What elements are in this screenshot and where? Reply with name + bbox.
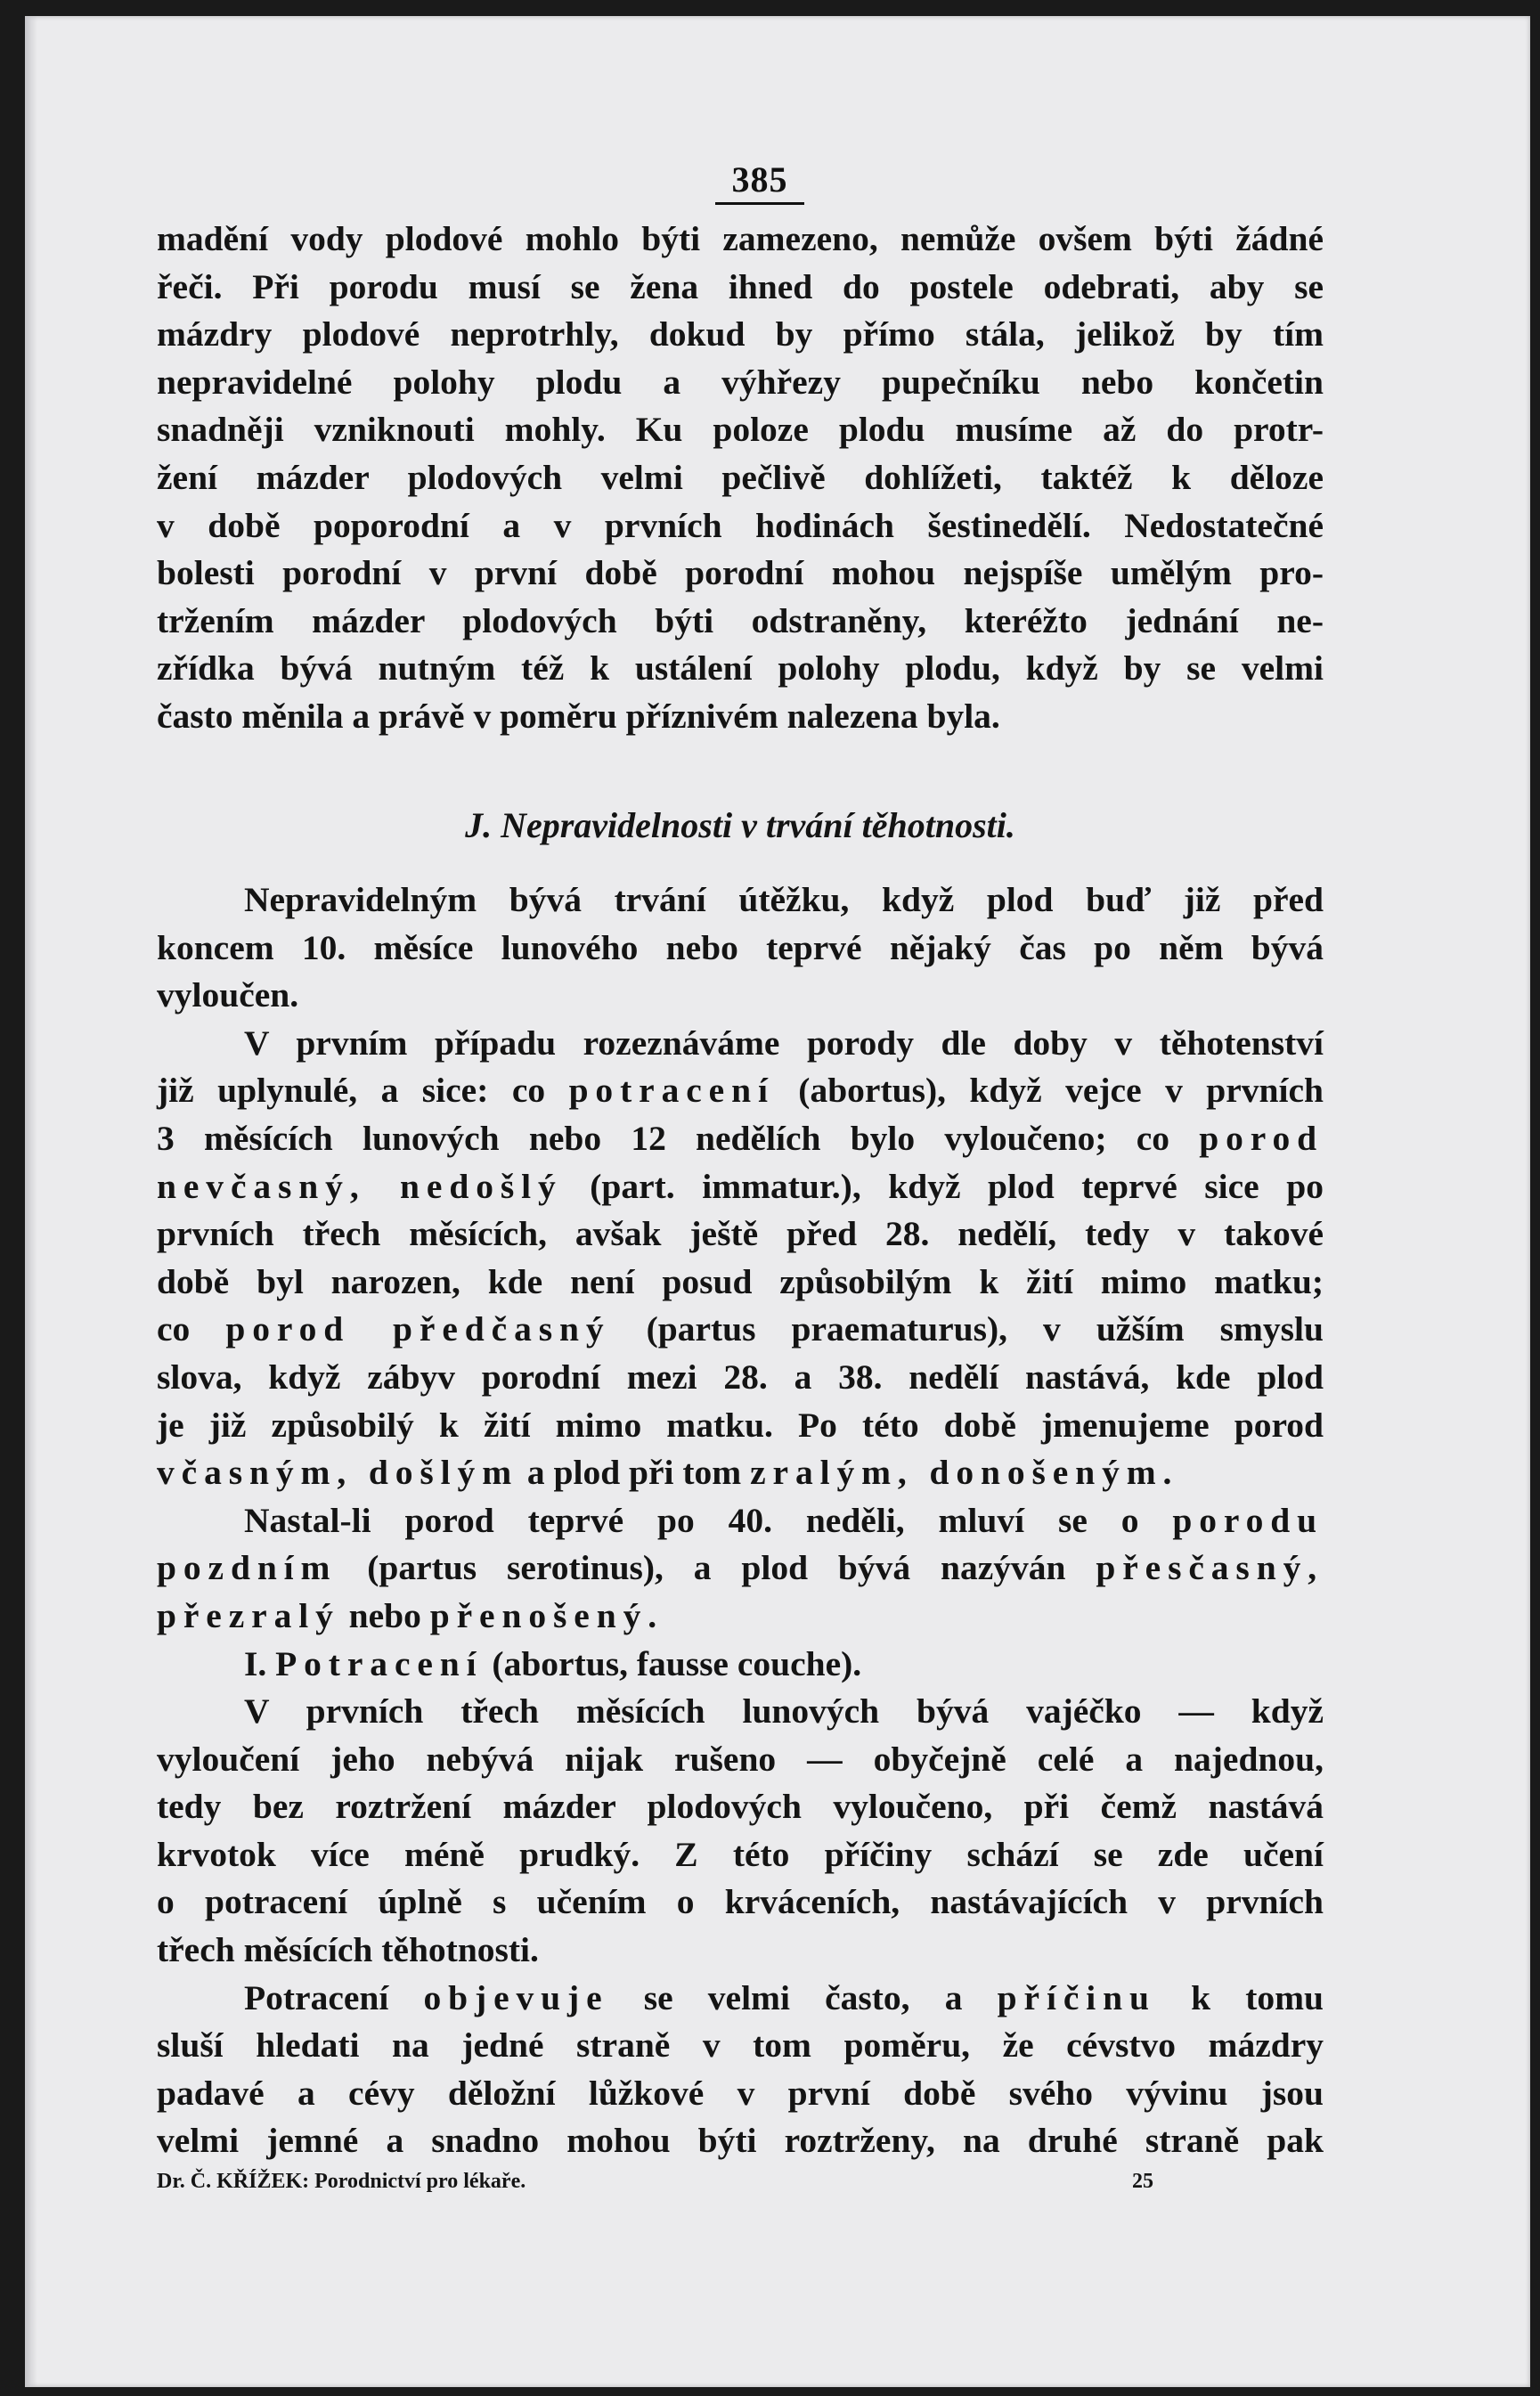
text-line: včasným, došlým a plod při tom zralým, donošeným. — [157, 1453, 1179, 1493]
text-line: řeči. Při porodu musí se žena ihned do postele odebrati, aby se — [157, 266, 1324, 306]
text-line: Nastal-li porod teprvé po 40. neděli, mluví se o porodu — [244, 1500, 1324, 1540]
text-line: Potracení objevuje se velmi často, a příčinu k tomu — [244, 1977, 1324, 2017]
text-line: žení mázder plodových velmi pečlivě dohlížeti, taktéž k děloze — [157, 457, 1324, 497]
text-line: nevčasný, nedošlý (part. immatur.), když plod teprvé sice po — [157, 1166, 1324, 1206]
text-line: době byl narozen, kde není posud způsobilým k žití mimo matku; — [157, 1261, 1324, 1301]
text-line: nepravidelné polohy plodu a výhřezy pupečníku nebo končetin — [157, 362, 1324, 402]
text-line: v době poporodní a v prvních hodinách šestinedělí. Nedostatečné — [157, 505, 1324, 545]
body-text — [157, 876, 1324, 2165]
top-paragraph — [157, 216, 1324, 741]
text-line: již uplynulé, a sice: co potracení (abortus), když vejce v prvních — [157, 1071, 1324, 1111]
text-line: pozdním (partus serotinus), a plod bývá nazýván přesčasný, — [157, 1548, 1324, 1588]
text-line: Nepravidelným bývá trvání útěžku, když plod buď již před — [244, 880, 1324, 919]
text-line: co porod předčasný (partus praematurus), v užším smyslu — [157, 1309, 1324, 1349]
text-line: vyloučen. — [157, 975, 299, 1015]
text-line: zřídka bývá nutným též k ustálení polohy plodu, když by se velmi — [157, 648, 1324, 689]
text-line: třech měsících těhotnosti. — [157, 1930, 539, 1970]
text-line: bolesti porodní v první době porodní mohou nejspíše umělým pro- — [157, 553, 1324, 593]
text-line: padavé a cévy děložní lůžkové v první době svého vývinu jsou — [157, 2073, 1324, 2113]
text-line: slova, když zábyv porodní mezi 28. a 38. nedělí nastává, kde plod — [157, 1357, 1324, 1397]
text-line: prvních třech měsících, avšak ještě před 28. nedělí, tedy v takové — [157, 1214, 1324, 1254]
text-line: je již způsobilý k žití mimo matku. Po této době jmenujeme porod — [157, 1405, 1324, 1445]
book-page — [25, 16, 1530, 2387]
text-line: velmi jemné a snadno mohou býti roztrženy, na druhé straně pak — [157, 2121, 1324, 2161]
text-line: 3 měsících lunových nebo 12 nedělích bylo vyloučeno; co porod — [157, 1118, 1324, 1158]
text-line: často měnila a právě v poměru příznivém nalezena byla. — [157, 696, 1000, 736]
page-number: 385 — [715, 159, 804, 205]
text-line: krvotok více méně prudký. Z této příčiny schází se zde učení — [157, 1834, 1324, 1874]
text-line: mázdry plodové neprotrhly, dokud by přímo stála, jelikož by tím — [157, 314, 1324, 355]
text-line: vyloučení jeho nebývá nijak rušeno — obyčejně celé a najednou, — [157, 1739, 1324, 1779]
signature-mark: 25 — [1132, 2170, 1153, 2193]
text-line: tržením mázder plodových býti odstraněny, kteréžto jednání ne- — [157, 600, 1324, 640]
text-line: přezralý nebo přenošený. — [157, 1595, 664, 1635]
page-footer — [157, 2170, 1324, 2194]
text-line: o potracení úplně s učením o krváceních, nastávajících v prvních — [157, 1882, 1324, 1922]
text-line: V prvním případu rozeznáváme porody dle doby v těhotenství — [244, 1023, 1324, 1063]
footer-citation: Dr. Č. KŘÍŽEK: Porodnictví pro lékaře. — [157, 2170, 526, 2193]
section-heading: J. Nepravidelnosti v trvání těhotnosti. — [465, 805, 1015, 845]
text-line: sluší hledati na jedné straně v tom poměru, že cévstvo mázdry — [157, 2025, 1324, 2066]
text-line: snadněji vzniknouti mohly. Ku poloze plodu musíme až do protr- — [157, 410, 1324, 450]
text-line: tedy bez roztržení mázder plodových vyloučeno, při čemž nastává — [157, 1787, 1324, 1827]
text-line: madění vody plodové mohlo býti zamezeno, nemůže ovšem býti žádné — [157, 219, 1324, 258]
text-line: V prvních třech měsících lunových bývá vajéčko — když — [244, 1691, 1324, 1732]
text-line: I. Potracení (abortus, fausse couche). — [244, 1643, 862, 1683]
text-line: koncem 10. měsíce lunového nebo teprvé nějaký čas po něm bývá — [157, 927, 1324, 967]
